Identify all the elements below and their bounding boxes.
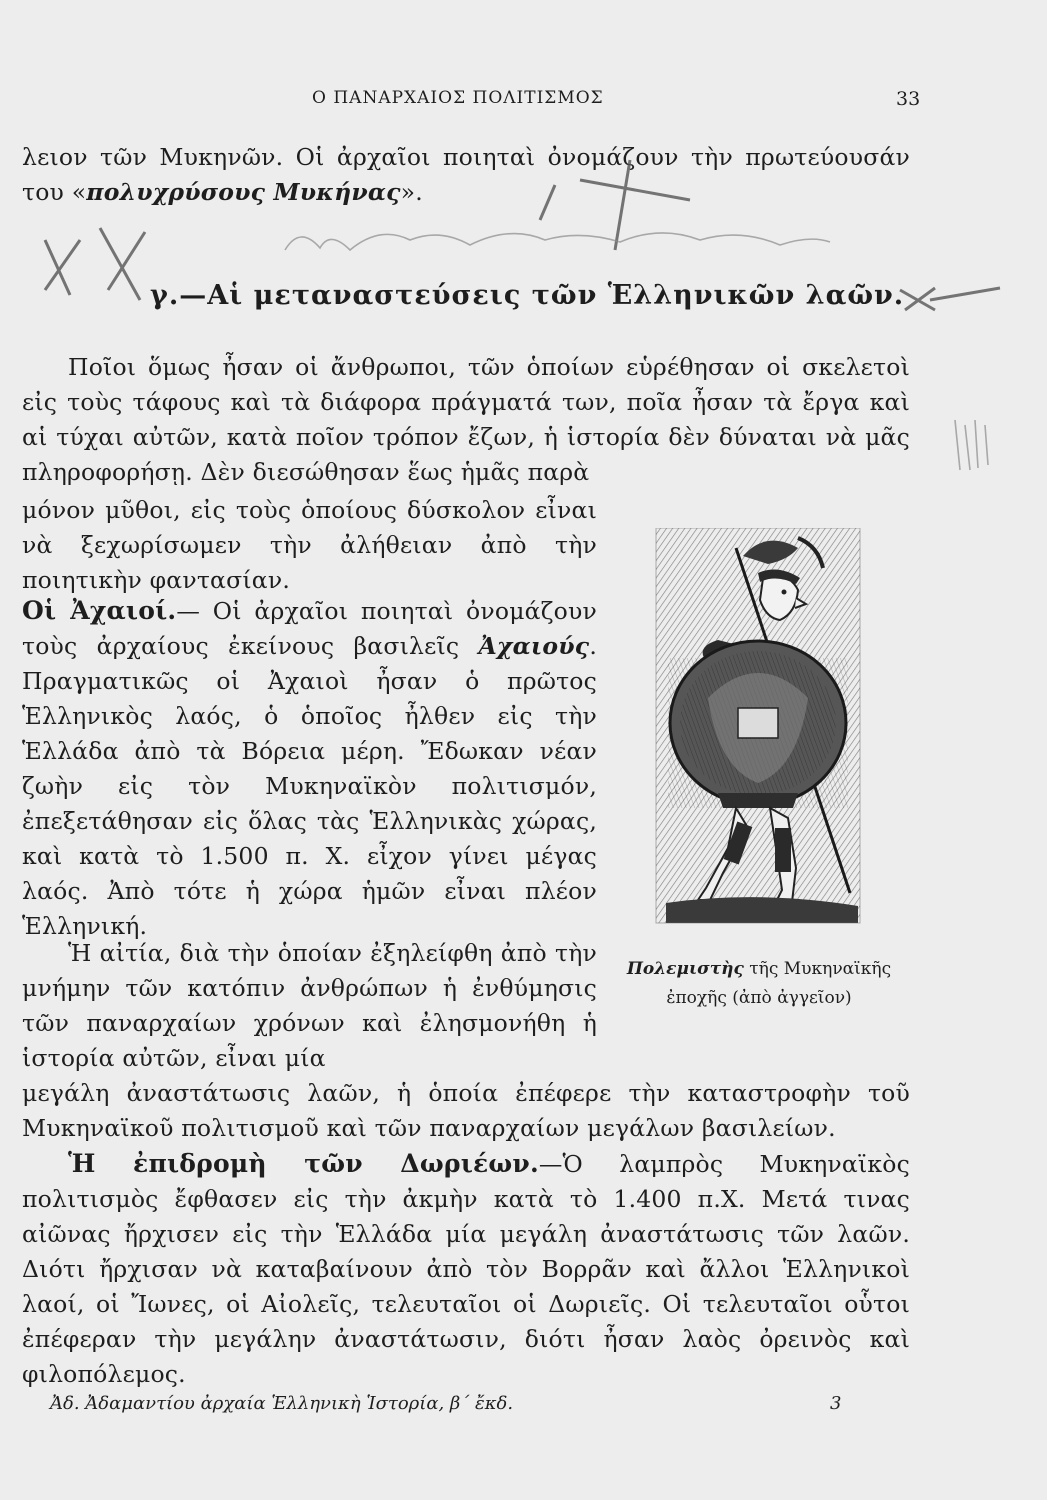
dorians-text: —Ὁ λαμπρὸς Μυκηναϊκὸς πολιτισμὸς ἔφθασεν εἰς τὴν ἀκμὴν κατὰ τὸ 1.400 π.Χ. Μετά τινας αἰῶνας ἤρχισεν εἰς τὴν Ἑλλάδα μία μεγάλη ἀναστάτωσις τῶν λαῶν. Διότι ἤρχισαν νὰ καταβαίνουν ἀπὸ τὸν Βορρᾶν καὶ ἄλλοι Ἑλληνικοὶ λαοί, οἱ Ἴωνες, οἱ Αἰολεῖς, τελευταῖοι οἱ Δωριεῖς. Οἱ τελευταῖοι οὗτοι ἐπέφεραν τὴν μεγάλην ἀναστάτωσιν, διότι ἦσαν λαὸς ὀρεινὸς καὶ φιλοπόλεμος. [22, 1150, 910, 1388]
paragraph-1-continued: μόνον μῦθοι, εἰς τοὺς ὁποίους δύσκολον εἶναι νὰ ξεχωρίσωμεν τὴν ἀλήθειαν ἀπὸ τὴν ποιητικὴν φαντασίαν. [22, 496, 597, 594]
running-title: Ο ΠΑΝΑΡΧΑΙΟΣ ΠΟΛΙΤΙΣΜΟΣ [312, 88, 604, 108]
dorians-paragraph [22, 1146, 910, 1392]
intro-end: ». [400, 178, 423, 206]
figure-caption [614, 955, 904, 1013]
paragraph-3-continued: μεγάλη ἀναστάτωσις λαῶν, ἡ ὁποία ἐπέφερε τὴν καταστροφὴν τοῦ Μυκηναϊκοῦ πολιτισμοῦ καὶ τῶν παναρχαίων μεγάλων βασιλείων. [22, 1079, 910, 1142]
achaeans-heading: Οἱ Ἀχαιοί. [22, 596, 177, 625]
footer-text: Ἀδ. Ἀδαμαντίου ἀρχαία Ἑλληνικὴ Ἱστορία, β΄ ἔκδ. [50, 1393, 514, 1414]
warrior-illustration [648, 528, 866, 940]
intro-text: λειον τῶν Μυκηνῶν. Οἱ ἀρχαῖοι ποιηταὶ ὀνομάζουν τὴν πρωτεύουσάν του « [22, 143, 910, 206]
intro-paragraph [22, 140, 910, 210]
footer-signature [50, 1393, 870, 1414]
paragraph-1: Ποῖοι ὅμως ἦσαν οἱ ἄνθρωποι, τῶν ὁποίων εὑρέθησαν οἱ σκελετοὶ εἰς τοὺς τάφους καὶ τὰ διάφορα πράγματά των, ποῖα ἦσαν τὰ ἔργα καὶ αἱ τύχαι αὐτῶν, κατὰ ποῖον τρόπον ἔζων, ἡ ἱστορία δὲν δύναται νὰ μᾶς πληροφορήσῃ. Δὲν διεσώθησαν ἕως ἡμᾶς παρὰ [22, 353, 910, 486]
caption-italic: Πολεμιστὴς [626, 959, 744, 979]
running-header [0, 88, 1047, 118]
warrior-figure-svg [648, 528, 866, 940]
dorians-heading: Ἡ ἐπιδρομὴ τῶν Δωριέων. [68, 1149, 539, 1178]
caption-rest: τῆς Μυκηναϊκῆς ἐποχῆς (ἀπὸ ἀγγεῖον) [666, 959, 892, 1008]
section-heading: γ.—Αἱ μεταναστεύσεις τῶν Ἑλληνικῶν λαῶν. [150, 280, 905, 311]
page-number: 33 [896, 88, 921, 110]
intro-bold-phrase: πολυχρύσους Μυκήνας [86, 178, 401, 206]
signature-number: 3 [830, 1393, 842, 1414]
achaeans-bold-name: Ἀχαιούς [478, 632, 590, 660]
achaeans-text-1: — Οἱ ἀρχαῖοι ποιηταὶ ὀνομάζουν τοὺς ἀρχαίους ἐκείνους βασιλεῖς [22, 597, 597, 660]
paragraph-3: Ἡ αἰτία, διὰ τὴν ὁποίαν ἐξηλείφθη ἀπὸ τὴν μνήμην τῶν κατόπιν ἀνθρώπων ἡ ἐνθύμησις τῶν παναρχαίων χρόνων καὶ ἐλησμονήθη ἡ ἱστορία αὐτῶν, εἶναι μία [22, 939, 597, 1072]
achaeans-text-2: . Πραγματικῶς οἱ Ἀχαιοὶ ἦσαν ὁ πρῶτος Ἑλληνικὸς λαός, ὁ ὁποῖος ἦλθεν εἰς τὴν Ἑλλάδα ἀπὸ τὰ Βόρεια μέρη. Ἔδωκαν νέαν ζωὴν εἰς τὸν Μυκηναϊκὸν πολιτισμόν, ἐπεξετάθησαν εἰς ὅλας τὰς Ἑλληνικὰς χώρας, καὶ κατὰ τὸ 1.500 π. Χ. εἶχον γίνει μέγας λαός. Ἀπὸ τότε ἡ χώρα ἡμῶν εἶναι πλέον Ἑλληνική. [22, 632, 597, 940]
achaeans-paragraph [22, 593, 597, 944]
